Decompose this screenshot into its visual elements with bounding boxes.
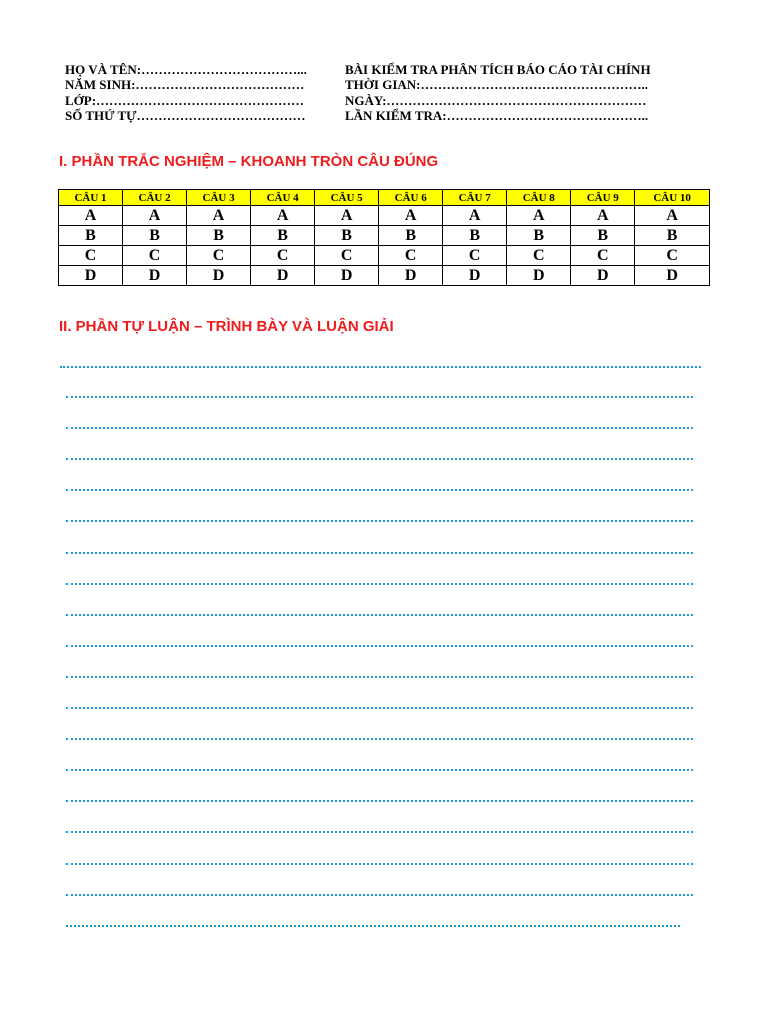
time-field: THỜI GIAN:……………………………………………..: [345, 77, 648, 93]
answer-option: B: [635, 226, 710, 246]
answer-option: C: [379, 246, 443, 266]
exam-title: BÀI KIỂM TRA PHÂN TÍCH BÁO CÁO TÀI CHÍNH: [345, 62, 651, 77]
answer-option: D: [507, 266, 571, 286]
answer-option: C: [123, 246, 187, 266]
answer-option: B: [187, 226, 251, 246]
answer-line[interactable]: [66, 738, 693, 740]
answer-option: A: [59, 206, 123, 226]
answer-option: B: [251, 226, 315, 246]
question-header: CÂU 1: [59, 190, 123, 206]
answer-line[interactable]: [66, 614, 693, 616]
answer-line[interactable]: [66, 894, 693, 896]
name-field: HỌ VÀ TÊN:………………………………...: [65, 62, 307, 77]
answer-option: D: [571, 266, 635, 286]
answer-option: A: [379, 206, 443, 226]
answer-option: C: [59, 246, 123, 266]
answer-option: C: [251, 246, 315, 266]
answer-line[interactable]: [66, 925, 680, 927]
answer-option: A: [123, 206, 187, 226]
answer-line[interactable]: [66, 831, 693, 833]
question-header: CÂU 2: [123, 190, 187, 206]
answer-option: C: [507, 246, 571, 266]
answer-option: D: [635, 266, 710, 286]
answer-line[interactable]: [66, 552, 693, 554]
question-header: CÂU 10: [635, 190, 710, 206]
question-header: CÂU 8: [507, 190, 571, 206]
answer-option: B: [123, 226, 187, 246]
question-header: CÂU 4: [251, 190, 315, 206]
date-field: NGÀY:……………………………………………………: [345, 92, 647, 108]
answer-option: D: [379, 266, 443, 286]
answer-option: B: [315, 226, 379, 246]
answer-option: C: [571, 246, 635, 266]
answer-option: B: [379, 226, 443, 246]
answer-line[interactable]: [66, 863, 693, 865]
answer-line[interactable]: [66, 769, 693, 771]
answer-line[interactable]: [66, 676, 693, 678]
question-header: CÂU 5: [315, 190, 379, 206]
answer-option: A: [507, 206, 571, 226]
answer-option: A: [635, 206, 710, 226]
attempt-field: LẦN KIỂM TRA:………………………………………..: [345, 107, 649, 123]
answer-option: A: [443, 206, 507, 226]
answer-line[interactable]: [66, 396, 693, 398]
answer-option: A: [315, 206, 379, 226]
birth-year-field: NĂM SINH:…………………………………: [65, 77, 305, 93]
answer-option: D: [443, 266, 507, 286]
question-header: CÂU 9: [571, 190, 635, 206]
question-header: CÂU 6: [379, 190, 443, 206]
answer-line[interactable]: [66, 520, 693, 522]
answer-option: C: [635, 246, 710, 266]
answer-line[interactable]: [66, 645, 693, 647]
answer-option: D: [251, 266, 315, 286]
answer-line[interactable]: [66, 583, 693, 585]
answer-option: D: [123, 266, 187, 286]
class-field: LỚP:…………………………………………: [65, 92, 305, 108]
answer-option: A: [251, 206, 315, 226]
answer-line[interactable]: [60, 366, 701, 368]
answer-line[interactable]: [66, 427, 693, 429]
answer-option: B: [507, 226, 571, 246]
section1-title: I. PHẦN TRẮC NGHIỆM – KHOANH TRÒN CÂU ĐÚNG: [59, 153, 439, 170]
answer-option: D: [187, 266, 251, 286]
order-number-field: SỐ THỨ TỰ…………………………………: [65, 107, 306, 123]
question-header: CÂU 3: [187, 190, 251, 206]
answer-option: D: [315, 266, 379, 286]
answer-option: C: [315, 246, 379, 266]
answer-option: C: [187, 246, 251, 266]
answer-line[interactable]: [66, 800, 693, 802]
answer-option: B: [59, 226, 123, 246]
answer-line[interactable]: [66, 458, 693, 460]
answer-option: B: [443, 226, 507, 246]
answer-option: A: [187, 206, 251, 226]
section2-title: II. PHẦN TỰ LUẬN – TRÌNH BÀY VÀ LUẬN GIẢI: [59, 318, 394, 335]
question-header: CÂU 7: [443, 190, 507, 206]
answer-option: D: [59, 266, 123, 286]
answer-option: B: [571, 226, 635, 246]
answer-line[interactable]: [66, 489, 693, 491]
answer-option: A: [571, 206, 635, 226]
answer-option: C: [443, 246, 507, 266]
answer-line[interactable]: [66, 707, 693, 709]
